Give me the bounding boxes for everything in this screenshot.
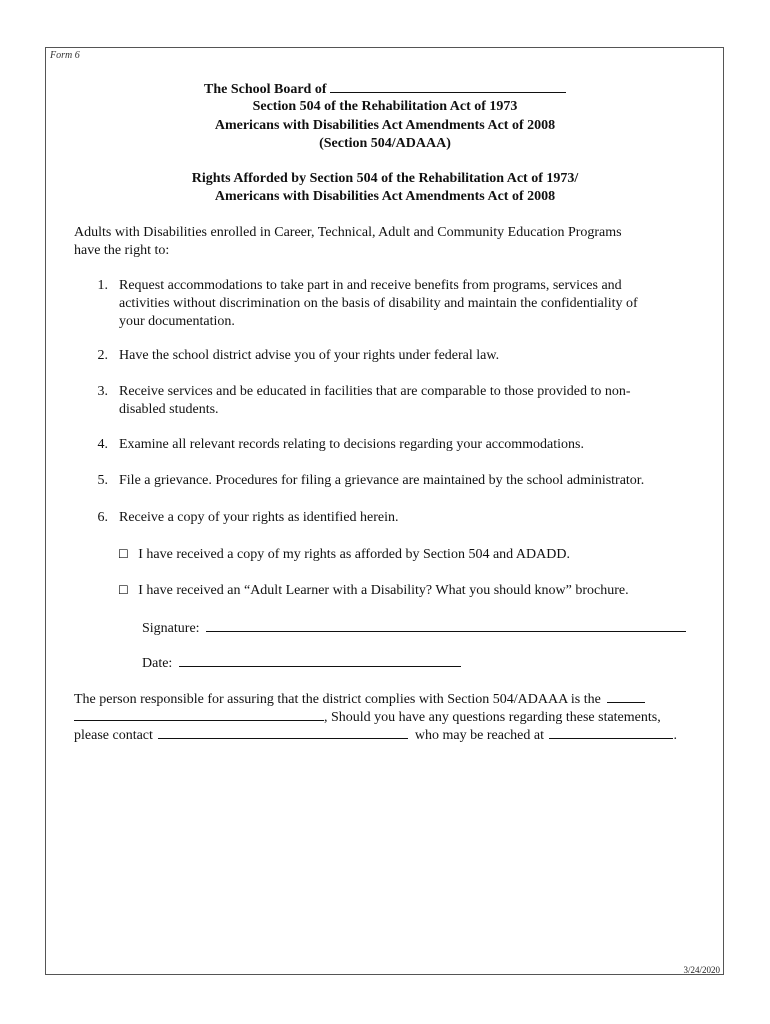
right-number: 2. [97,348,108,363]
right-6-line-1: Receive a copy of your rights as identified herein. [119,510,399,525]
signature-label: Signature: [142,621,200,636]
header-line-1 [0,80,770,99]
right-2-line-1: Have the school district advise you of your rights under federal law. [119,348,500,363]
responsible-person-blank-b[interactable] [74,708,324,721]
right-5-line-1: File a grievance. Procedures for filing a grievance are maintained by the school administrator. [119,473,645,488]
right-3-line-2: disabled students. [119,402,219,417]
checkbox-row-brochure [118,581,629,600]
right-number: 3. [97,384,108,399]
right-4-line-1: Examine all relevant records relating to decisions regarding your accommodations. [119,437,584,452]
closing-text-3a: please contact [74,728,153,743]
checkbox-rights-copy-label: I have received a copy of my rights as afforded by Section 504 and ADADD. [138,547,570,562]
closing-text-1: The person responsible for assuring that the district complies with Section 504/ADAAA is the [74,692,601,707]
header-line-3: Americans with Disabilities Act Amendments Act of 2008 [214,118,556,133]
form-label: Form 6 [50,50,80,61]
closing-text-2: , Should you have any questions regarding these statements, [324,710,661,725]
contact-phone-blank[interactable] [549,726,673,739]
checkbox-row-rights-copy [118,545,570,564]
checkbox-brochure[interactable]: ☐ [118,583,129,597]
checkbox-rights-copy[interactable]: ☐ [118,547,129,561]
checkbox-brochure-label: I have received an “Adult Learner with a Disability? What you should know” brochure. [138,583,629,598]
header-line-2: Section 504 of the Rehabilitation Act of 1973 [252,99,518,114]
date-row [142,654,461,673]
closing-line-1 [74,690,645,709]
right-number: 5. [97,473,108,488]
right-3-line-1: Receive services and be educated in facilities that are comparable to those provided to non- [119,384,631,399]
header-line-4: (Section 504/ADAAA) [319,136,451,151]
signature-field[interactable] [206,619,686,632]
intro-line-1: Adults with Disabilities enrolled in Career, Technical, Adult and Community Education Programs [74,225,622,240]
signature-row [142,619,686,638]
right-number: 6. [97,510,108,525]
right-1-line-2: activities without discrimination on the basis of disability and maintain the confidentiality of [119,296,638,311]
date-label: Date: [142,656,173,671]
right-number: 1. [97,278,108,293]
right-1-line-3: your documentation. [119,314,235,329]
school-board-blank[interactable] [330,80,566,93]
rights-heading-line-1: Rights Afforded by Section 504 of the Rehabilitation Act of 1973/ [191,171,579,186]
school-board-label: The School Board of [203,82,327,97]
closing-text-3b: who may be reached at [414,728,544,743]
date-field[interactable] [179,654,461,667]
responsible-person-blank-a[interactable] [607,690,645,703]
right-number: 4. [97,437,108,452]
right-1-line-1: Request accommodations to take part in and receive benefits from programs, services and [119,278,622,293]
footer-date: 3/24/2020 [683,965,720,975]
contact-name-blank[interactable] [158,726,408,739]
closing-line-3 [74,726,677,745]
intro-line-2: have the right to: [74,243,170,258]
closing-line-2 [74,708,661,727]
rights-heading-line-2: Americans with Disabilities Act Amendments Act of 2008 [214,189,556,204]
closing-text-3c: . [673,728,677,743]
